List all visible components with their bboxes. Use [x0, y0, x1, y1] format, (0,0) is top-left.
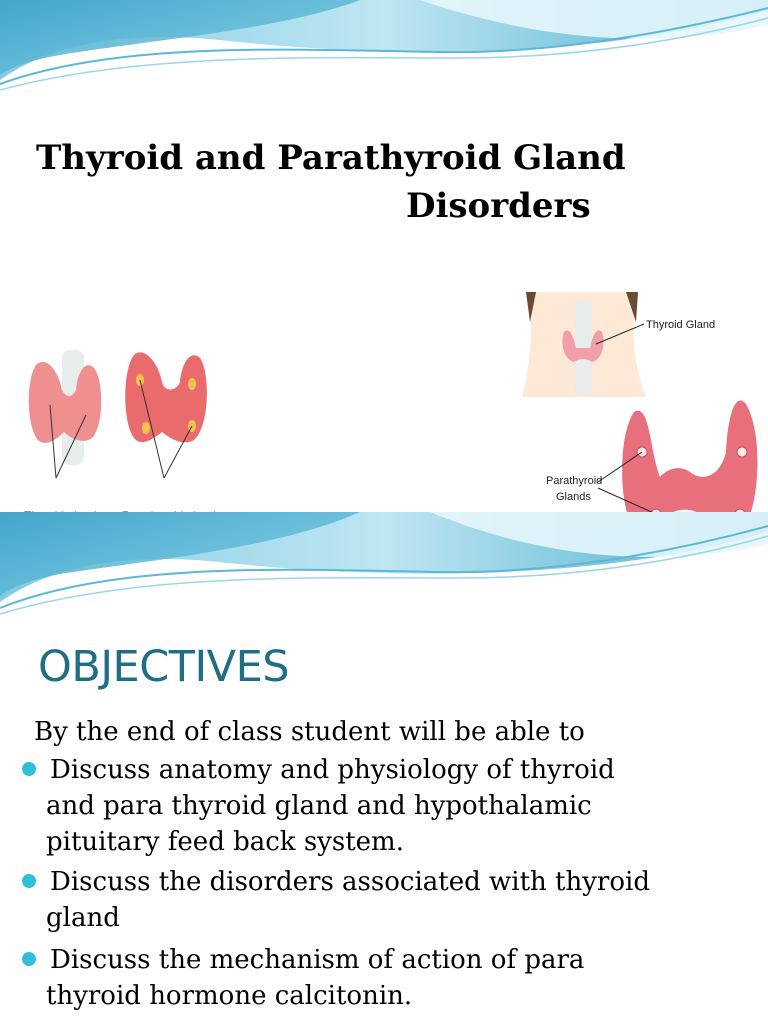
- header-wave-decoration: [0, 0, 768, 95]
- label-thyroid-gland-right: Thyroid Gland: [646, 319, 716, 331]
- bullet-dot-icon: [22, 952, 36, 966]
- intro-text: By the end of class student will be able to: [34, 717, 585, 747]
- bullet-dot-icon: [22, 874, 36, 888]
- thyroid-parathyroid-figure: [16, 340, 236, 535]
- title-line-2: Disorders: [406, 186, 591, 226]
- thyroid-illustration: [16, 340, 236, 535]
- header-wave-decoration-2: [0, 512, 768, 617]
- bullet-2-line-2: gland: [46, 903, 120, 933]
- bullet-3-line-1: Discuss the mechanism of action of para: [50, 945, 585, 975]
- label-parathyroid-right-1: Parathyroid: [546, 475, 603, 487]
- bullet-1-line-1: Discuss anatomy and physiology of thyroid: [50, 755, 615, 785]
- objectives-heading: OBJECTIVES: [38, 642, 290, 692]
- bullet-3-line-2: thyroid hormone calcitonin.: [46, 981, 413, 1011]
- bullet-1-line-3: pituitary feed back system.: [46, 827, 404, 857]
- bullet-2-line-1: Discuss the disorders associated with thyroid: [50, 867, 650, 897]
- title-line-1: Thyroid and Parathyroid Gland: [36, 138, 626, 178]
- bullet-dot-icon: [22, 762, 36, 776]
- label-parathyroid-right-2: Glands: [556, 491, 591, 503]
- bullet-1-line-2: and para thyroid gland and hypothalamic: [46, 791, 592, 821]
- objectives-slide: [0, 512, 768, 1024]
